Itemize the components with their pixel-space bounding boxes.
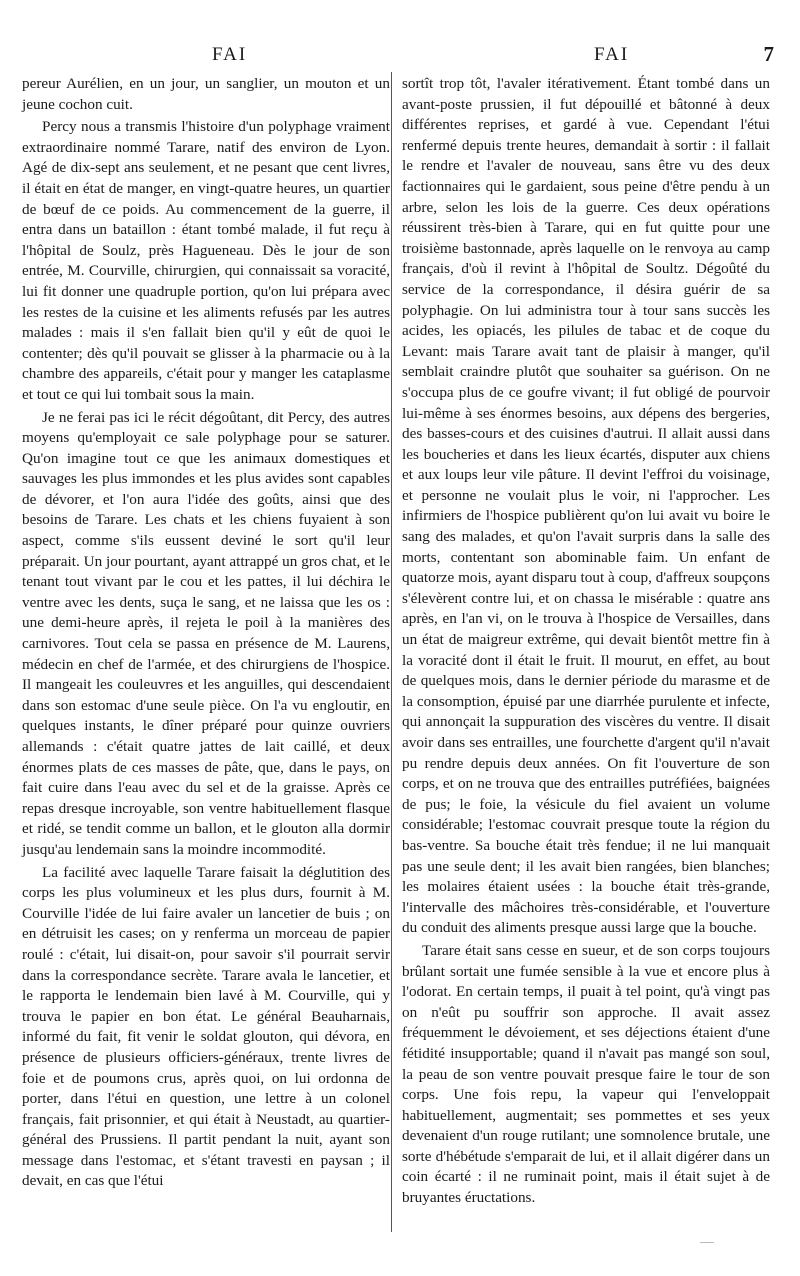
paragraph: Je ne ferai pas ici le récit dégoûtant, dit Percy, des autres moyens qu'employait ce sale polyphage pour se saturer. Qu'on imagine tout ce que les animaux domestiques et sauvages les plus immondes et les plus avides sont capables de dévorer, et l'on aura l'idée des goûts, ainsi que des besoins de Tarare. Les chats et les chiens fuyaient à son aspect, comme s'ils eussent deviné le sort qu'il leur préparait. Un jour pourtant, ayant attrappé un gros chat, et le tenant tout vivant par le cou et les pattes, il lui déchira le ventre avec les dents, suça le sang, et ne laissa que les os : une demi-heure après, il rejeta le poil à la manières des carnivores. Tout cela se passa en présence de M. Laurens, médecin en chef de l'armée, et des chirurgiens de l'hospice. Il mangeait les couleuvres et les anguilles, qui descendaient dans son estomac d'une seule pièce. On l'a vu engloutir, en quelques instants, le dîner préparé pour quinze ouvriers allemands : c'était quatre jattes de lait caillé, et deux énormes plats de ces masses de pâte, que, dans le pays, on fait cuire dans l'eau avec du sel et de la graisse. Après ce repas dresque incroyable, son ventre habituellement flasque et ridé, se tendit comme un ballon, et le glouton alla dormir jusqu'au lendemain sans la moindre incommodité. xyxy=(22,408,390,858)
running-header xyxy=(22,44,774,70)
left-column xyxy=(22,74,390,1192)
paragraph: La facilité avec laquelle Tarare faisait la déglutition des corps les plus volumineux et les plus durs, fournit à M. Courville l'idée de lui faire avaler un lancetier de buis ; on en détruisit les cases; on y renferma un morceau de papier roulé : c'était, lui disait-on, pour savoir s'il pourrait servir dans la correspondance secrète. Tarare avala le lancetier, et le rapporta le lendemain bien lavé à M. Courville, qui y trouva le papier en bon état. Le général Beauharnais, informé du fait, fit venir le soldat glouton, qui dévora, en présence de plusieurs officiers-généraux, trente livres de foie et de poumons crus, après quoi, on lui ordonna de porter, dans l'étui en question, une lettre à un colonel français, fait prisonnier, et qui était à Neustadt, au quartier-général des Prussiens. Il partit pendant la nuit, ayant son message dans l'estomac, et s'étant travesti en paysan ; il devait, en cas que l'étui xyxy=(22,863,390,1190)
paragraph: pereur Aurélien, en un jour, un sanglier, un mouton et un jeune cochon cuit. xyxy=(22,75,390,113)
running-head-right: FAI xyxy=(594,44,630,65)
page-number: 7 xyxy=(763,42,774,66)
paragraph: Tarare était sans cesse en sueur, et de son corps toujours brûlant sortait une fumée sensible à la vue et encore plus à l'odorat. En certain temps, il puait à tel point, qu'à vingt pas on n'eût pu souffrir son approche. Il avait assez fréquemment le dévoiement, et ses déjections étaient d'une fétidité insupportable; quand il n'avait pas mangé son soul, la peau de son ventre pouvait presque faire le tour de son corps. Une fois repu, la vapeur qui l'enveloppait habituellement, augmentait; ses pommettes et ses yeux devenaient d'un rouge rutilant; une somnolence brutale, une sorte d'hébétude s'emparait de lui, et il allait digérer dans un coin écarté : il ne ruminait point, mais il était sujet à de bruyantes éructations. xyxy=(402,941,770,1207)
column-divider xyxy=(391,72,392,1232)
right-column xyxy=(402,74,770,1209)
paragraph: sortît trop tôt, l'avaler itérativement. Étant tombé dans un avant-poste prussien, il fut dépouillé et bâtonné à deux différentes reprises, et gardé à vue. Cependant l'étui renfermé depuis trente heures, demandait à sortir : il fallait le rendre et l'avaler de nouveau, sans être vu des deux factionnaires qui le gardaient, sous peine d'être pendu à un arbre, selon les lois de la guerre. Ces deux opérations réussirent très-bien à Tarare, qui en fut quitte pour une troisième bastonnade, après laquelle on le renvoya au camp français, d'où il revint à l'hôpital de Soultz. Dégoûté du service de la correspondance, il désira guérir de sa polyphagie. On lui administra tour à tour sans succès les acides, les opiacés, les pilules de tabac et de coque du Levant: mais Tarare avait tant de plaisir à manger, qu'il semblait craindre plutôt que souhaiter sa guérison. On ne s'occupa plus de ce goufre vivant; il fut obligé de pourvoir lui-même à ses énormes besoins, aux dépens des bergeries, des basses-cours et des cuisines d'autrui. Il allait aussi dans les boucheries et dans les lieux écartés, disputer aux chiens et aux loups leur vile pâture. Il devint l'effroi du voisinage, et personne ne voulait plus le voir, ni l'approcher. Les infirmiers de l'hospice publièrent qu'on lui avait vu boire le sang des malades, et qu'on l'avait surpris dans la salle des morts, contentant son abominable faim. Un enfant de quatorze mois, ayant disparu tout à coup, d'affreux soupçons s'élevèrent contre lui, et on chassa le misérable : quatre ans après, en l'an vi, on le trouva à l'hospice de Versailles, dans un état de maigreur extrême, qui devait bientôt mettre fin à la voracité dont il était le fruit. Il mourut, en effet, au bout de quelques mois, dans le dernier période du marasme et de la consomption, épuisé par une diarrhée purulente et infecte, qui annonçait la suppuration des viscères du ventre. Il disait avoir dans ses entrailles, une fourchette d'argent qu'il n'avait pu rendre depuis deux années. On fit l'ouverture de son corps, et on ne trouva que des entrailles putréfiées, baignées de pus; le foie, la vésicule du fiel avaient un volume considérable; l'estomac couvrait presque toute la région du bas-ventre. Sa bouche était très fendue; il ne lui manquait pas une seule dent; il les avait bien rangées, bien blanches; les molaires étaient usées : la bouche était très-grande, l'intervalle des mâchoires très-considérable, et l'ouverture du conduit des aliments presque aussi large que la bouche. xyxy=(402,75,770,937)
running-head-left: FAI xyxy=(212,44,248,65)
paragraph: Percy nous a transmis l'histoire d'un polyphage vraiment extraordinaire nommé Tarare, natif des environ de Lyon. Agé de dix-sept ans seulement, et ne pesant que cent livres, il était en état de manger, en vingt-quatre heures, un quartier de bœuf de ce poids. Au commencement de la guerre, il entra dans un bataillon : étant tombé malade, il fut reçu à l'hôpital de Soulz, près Hagueneau. Dès le jour de son entrée, M. Courville, chirurgien, qui connaissait sa voracité, lui fit donner une quadruple portion, qu'on lui prépara avec les restes de la cuisine et les aliments refusés par les autres malades : mais il s'en fallait bien qu'il y eût de quoi le contenter; dès qu'il pouvait se glisser à la pharmacie ou à la chambre des appareils, c'était pour y manger les cataplasme et tout ce qui lui tombait sous la main. xyxy=(22,118,390,403)
footer-mark xyxy=(700,1242,714,1243)
